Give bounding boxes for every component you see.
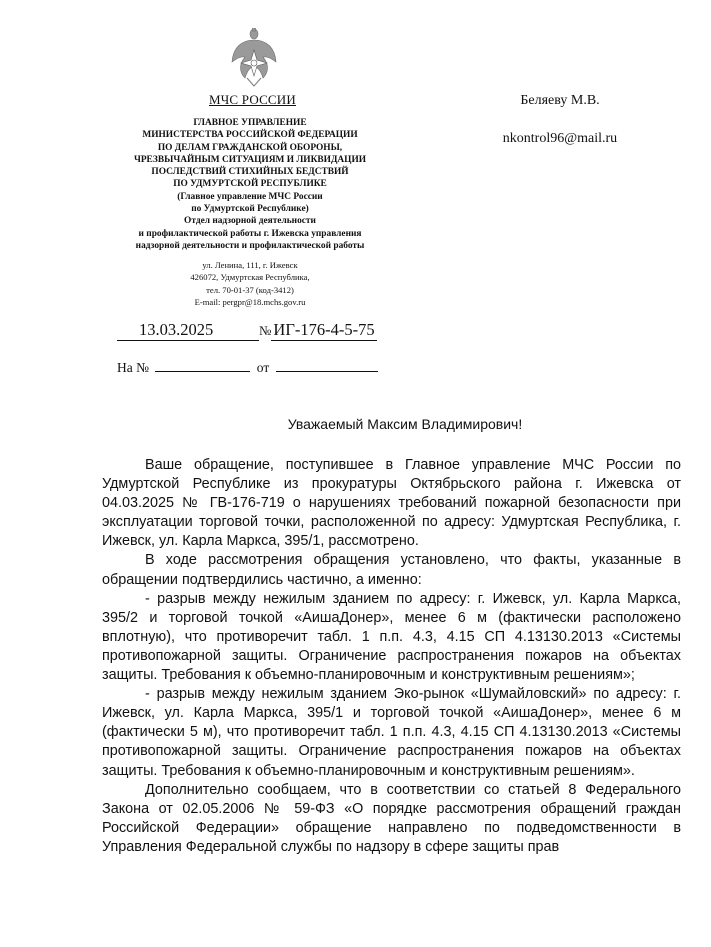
address-line: ул. Ленина, 111, г. Ижевск (202, 260, 298, 270)
org-line: надзорной деятельности и профилактической работы (135, 240, 365, 251)
org-address (150, 259, 350, 308)
salutation: Уважаемый Максим Владимирович! (287, 416, 523, 432)
letter-body (102, 456, 681, 857)
emchs-emblem-icon (229, 28, 279, 90)
org-line: ПО УДМУРТСКОЙ РЕСПУБЛИКЕ (173, 179, 327, 190)
number-sign: № (259, 323, 272, 338)
org-line: Отдел надзорной деятельности (184, 216, 316, 227)
org-line: ПО ДЕЛАМ ГРАЖДАНСКОЙ ОБОРОНЫ, (157, 142, 343, 153)
paragraph: Дополнительно сообщаем, что в соответствии со статьей 8 Федерального Закона от 02.05.2006 № 59-ФЗ «О порядке рассмотрения обращений граждан Российской Федерации» обращение направлено по подведомственности в Управления Федеральной службы по надзору в сфере защиты прав (102, 781, 681, 855)
org-line: ПОСЛЕДСТВИЙ СТИХИЙНЫХ БЕДСТВИЙ (151, 167, 349, 178)
org-line: по Удмуртской Республике) (191, 204, 309, 215)
recipient-name: Беляеву М.В. (520, 93, 600, 108)
ref-number-blank (155, 360, 250, 372)
address-line: тел. 70-01-37 (код-3412) (206, 284, 294, 295)
org-line: (Главное управление МЧС России (177, 191, 323, 202)
paragraph: - разрыв между нежилым зданием Эко-рынок «Шумайловский» по адресу: г. Ижевск, ул. Карла Маркса, 395/1 и торговой точкой «АишаДонер», менее 6 м (фактически 5 м), что противоречит табл. 1 п.п. 4.3, 4.15 СП 4.13130.2013 «Системы противопожарной защиты. Ограничение распространения пожаров на объектах защиты. Требования к объемно-планировочным и конструктивным решениям». (102, 686, 681, 779)
registration-date: 13.03.2025 (117, 320, 259, 341)
paragraph: Ваше обращение, поступившее в Главное управление МЧС России по Удмуртской Республике из прокуратуры Октябрьского района г. Ижевска от 04.03.2025 № ГВ-176-719 о нарушениях требований пожарной безопасности при эксплуатации торговой точки, расположенной по адресу: Удмуртская Республика, г. Ижевск, ул. Карла Маркса, 395/1, рассмотрено. (102, 457, 681, 550)
address-email: E-mail: pergpr@18.mchs.gov.ru (194, 296, 306, 307)
registration-number: ИГ-176-4-5-75 (273, 320, 375, 339)
org-line: ГЛАВНОЕ УПРАВЛЕНИЕ (193, 118, 307, 128)
org-line: ЧРЕЗВЫЧАЙНЫМ СИТУАЦИЯМ И ЛИКВИДАЦИИ (133, 154, 367, 165)
org-full-name (105, 117, 395, 252)
paragraph: - разрыв между нежилым зданием по адресу: г. Ижевск, ул. Карла Маркса, 395/2 и торговой точкой «АишаДонер», менее 6 м (фактически расположено вплотную), что противоречит табл. 1 п.п. 4.3, 4.15 СП 4.13130.2013 «Системы противопожарной защиты. Ограничение распространения пожаров на объектах защиты. Требования к объемно-планировочным и конструктивным решениям»; (102, 590, 681, 684)
ref-from-label: от (256, 360, 270, 375)
recipient-email: nkontrol96@mail.ru (502, 131, 618, 146)
ref-number-label: На № (117, 360, 149, 375)
ref-date-blank (276, 360, 378, 372)
address-line: 426072, Удмуртская Республика, (190, 272, 310, 283)
org-line: МИНИСТЕРСТВА РОССИЙСКОЙ ФЕДЕРАЦИИ (142, 130, 358, 141)
paragraph: В ходе рассмотрения обращения установлено, что факты, указанные в обращении подтвердились частично, а именно: (102, 552, 681, 588)
recipient-block (470, 93, 650, 147)
org-line: и профилактической работы г. Ижевска управления (138, 228, 362, 239)
registration-line (117, 320, 377, 341)
org-short-name: МЧС РОССИИ (209, 92, 296, 107)
reference-line (117, 360, 381, 376)
